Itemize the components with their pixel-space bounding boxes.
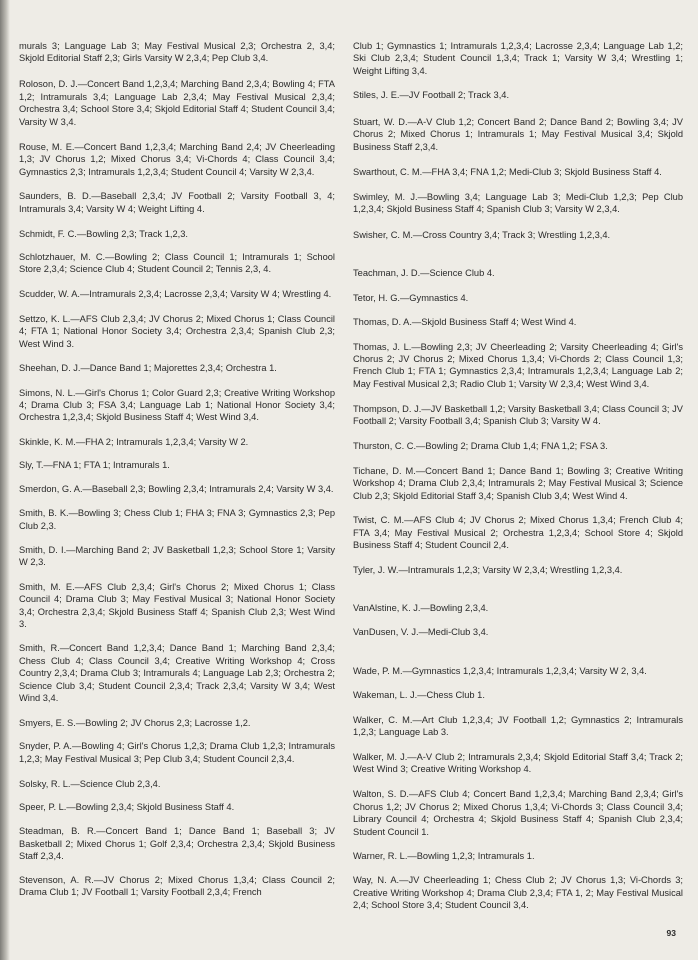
index-entry: Tyler, J. W.—Intramurals 1,2,3; Varsity W 2,3,4; Wrestling 1,2,3,4. bbox=[353, 564, 623, 575]
index-entry: Walton, S. D.—AFS Club 4; Concert Band 1,2,3,4; Marching Band 2,3,4; Girl's Chorus 1,2; JV Chorus 2; Mixed Chorus 1,3,4; Vi-Chords 3; Class Council 3,4; Library Council 4; Orchestra 4; Skjold Business Staff 4; Spanish Club 2,3,4; Student Council 1. bbox=[353, 789, 683, 837]
index-entry: VanAlstine, K. J.—Bowling 2,3,4. bbox=[353, 603, 489, 613]
page-number: 93 bbox=[666, 928, 676, 938]
index-entry: Twist, C. M.—AFS Club 4; JV Chorus 2; Mixed Chorus 1,3,4; French Club 4; FTA 3,4; May Festival Musical 2; Orchestra 1,2,3,4; School Store 4; Skjold Business Staff 4; Student Council 2,4. bbox=[353, 515, 683, 550]
index-entry: Solsky, R. L.—Science Club 2,3,4. bbox=[19, 778, 161, 789]
index-entry: Schmidt, F. C.—Bowling 2,3; Track 1,2,3. bbox=[19, 228, 188, 239]
index-entry: Simons, N. L.—Girl's Chorus 1; Color Guard 2,3; Creative Writing Workshop 4; Drama Club 3; FSA 3,4; Language Lab 1; National Honor Society 3,4; Orchestra 1,2,3,4; Skjold Business Staff 4; West Wind 3,4. bbox=[19, 387, 335, 423]
index-entry: Snyder, P. A.—Bowling 4; Girl's Chorus 1,2,3; Drama Club 1,2,3; Intramurals 1,2,3; May Festival Musical 3; Pep Club 3,4; Student Council 2,3,4. bbox=[19, 741, 335, 764]
index-entry: Swimley, M. J.—Bowling 3,4; Language Lab 3; Medi-Club 1,2,3; Pep Club 1,2,3,4; Skjold Business Staff 4; Spanish Club 3; Varsity W 2,3,4. bbox=[353, 191, 683, 214]
index-entry: Wade, P. M.—Gymnastics 1,2,3,4; Intramurals 1,2,3,4; Varsity W 2, 3,4. bbox=[353, 665, 647, 676]
index-entry: Steadman, B. R.—Concert Band 1; Dance Band 1; Baseball 3; JV Basketball 2; Mixed Chorus 1; Golf 2,3,4; Orchestra 2,3,4; Skjold Business Staff 2,3,4. bbox=[19, 826, 335, 862]
index-entry: murals 3; Language Lab 3; May Festival Musical 2,3; Orchestra 2, 3,4; Skjold Editorial Staff 2,3; Girls Varsity W 2,3,4; Pep Club 3,4. bbox=[19, 41, 335, 64]
index-entry: Smith, M. E.—AFS Club 2,3,4; Girl's Chorus 2; Mixed Chorus 1; Class Council 4; Drama Club 3; May Festival Musical 3; National Honor Society 3,4; Orchestra 2,3,4; Skjold Business Staff 4; Spanish Club 2,3; West Wind 3. bbox=[19, 582, 335, 630]
index-entry: Settzo, K. L.—AFS Club 2,3,4; JV Chorus 2; Mixed Chorus 1; Class Council 4; FTA 1; National Honor Society 3,4; Orchestra 2,3,4; Spanish Club 2,3; West Wind 3. bbox=[19, 313, 335, 349]
index-entry: Stiles, J. E.—JV Football 2; Track 3,4. bbox=[353, 90, 510, 101]
index-entry: Scudder, W. A.—Intramurals 2,3,4; Lacrosse 2,3,4; Varsity W 4; Wrestling 4. bbox=[19, 289, 332, 300]
page-binding-shadow bbox=[0, 0, 10, 960]
index-entry: Rouse, M. E.—Concert Band 1,2,3,4; Marching Band 2,4; JV Cheerleading 1,3; JV Chorus 1,2; Mixed Chorus 3,4; Vi-Chords 4; Class Council 3,4; Gymnastics 2,3; Intramurals 1,2,3,4; Student Council 4; Varsity W 2,3,4. bbox=[19, 141, 335, 177]
index-entry: Way, N. A.—JV Cheerleading 1; Chess Club 2; JV Chorus 1,3; Vi-Chords 3; Creative Writing Workshop 4; Drama Club 2,3,4; FTA 1, 2; May Festival Musical 2,4; School Store 3,4; Student Council 3,4. bbox=[353, 875, 683, 910]
index-entry: Swarthout, C. M.—FHA 3,4; FNA 1,2; Medi-Club 3; Skjold Business Staff 4. bbox=[353, 167, 662, 178]
index-entry: Walker, C. M.—Art Club 1,2,3,4; JV Football 1,2; Gymnastics 2; Intramurals 1,2,3; Language Lab 3. bbox=[353, 714, 683, 737]
index-entry: Thompson, D. J.—JV Basketball 1,2; Varsity Basketball 3,4; Class Council 3; JV Football 2; Varsity Football 3,4; Spanish Club 3; Varsity W 4. bbox=[353, 404, 683, 427]
index-entry: Smith, B. K.—Bowling 3; Chess Club 1; FHA 3; FNA 3; Gymnastics 2,3; Pep Club 2,3. bbox=[19, 508, 335, 531]
index-entry: Roloson, D. J.—Concert Band 1,2,3,4; Marching Band 2,3,4; Bowling 4; FTA 1,2; Intramurals 3,4; Language Lab 2,3,4; May Festival Musical 2,3,4; Orchestra 3,4; School Store 3,4; Skjold Editorial Staff 4; Student Council 3,4; Varsity W 3,4. bbox=[19, 79, 335, 127]
index-entry: Wakeman, L. J.—Chess Club 1. bbox=[353, 690, 485, 701]
index-entry: Smith, R.—Concert Band 1,2,3,4; Dance Band 1; Marching Band 2,3,4; Chess Club 4; Class Council 3,4; Creative Writing Workshop 4; Cross Country 2,3,4; Drama Club 3; Intramurals 4; Language Lab 2,3; Orchestra 2; Science Club 3,4; Student Council 2,3,4; Track 2,3,4; Varsity W 3,4; West Wind 3,4. bbox=[19, 643, 335, 704]
index-entry: VanDusen, V. J.—Medi-Club 3,4. bbox=[353, 627, 489, 638]
index-entry: Skinkle, K. M.—FHA 2; Intramurals 1,2,3,4; Varsity W 2. bbox=[19, 437, 249, 447]
index-entry: Swisher, C. M.—Cross Country 3,4; Track 3; Wrestling 1,2,3,4. bbox=[353, 230, 611, 240]
index-entry: Saunders, B. D.—Baseball 2,3,4; JV Football 2; Varsity Football 3, 4; Intramurals 3,4; Varsity W 4; Weight Lifting 4. bbox=[19, 191, 335, 214]
index-entry: Thurston, C. C.—Bowling 2; Drama Club 1,4; FNA 1,2; FSA 3. bbox=[353, 441, 608, 452]
index-entry: Speer, P. L.—Bowling 2,3,4; Skjold Business Staff 4. bbox=[19, 802, 235, 812]
index-entry: Thomas, D. A.—Skjold Business Staff 4; West Wind 4. bbox=[353, 317, 577, 328]
index-entry: Tetor, H. G.—Gymnastics 4. bbox=[353, 292, 469, 303]
index-entry: Smyers, E. S.—Bowling 2; JV Chorus 2,3; Lacrosse 1,2. bbox=[19, 717, 251, 728]
index-entry: Stuart, W. D.—A-V Club 1,2; Concert Band 2; Dance Band 2; Bowling 3,4; JV Chorus 2; Mixed Chorus 1; Intramurals 1; May Festival Musical 3,4; Skjold Business Staff 2,3,4. bbox=[353, 116, 683, 152]
index-entry: Club 1; Gymnastics 1; Intramurals 1,2,3,4; Lacrosse 2,3,4; Language Lab 1,2; Ski Club 2,3,4; Student Council 1,3,4; Track 1; Varsity W 3,4; Wrestling 1; Weight Lifting 3,4. bbox=[353, 41, 683, 76]
index-entry: Sheehan, D. J.—Dance Band 1; Majorettes 2,3,4; Orchestra 1. bbox=[19, 363, 277, 374]
index-entry: Smith, D. I.—Marching Band 2; JV Basketball 1,2,3; School Store 1; Varsity W 2,3. bbox=[19, 544, 335, 567]
index-entry: Stevenson, A. R.—JV Chorus 2; Mixed Chorus 1,3,4; Class Council 2; Drama Club 1; JV Football 1; Varsity Football 2,3,4; French bbox=[19, 874, 335, 898]
index-entry: Tichane, D. M.—Concert Band 1; Dance Band 1; Bowling 3; Creative Writing Workshop 4; Drama Club 2,3,4; Intramurals 2; May Festival Musical 3; Science Club 2,3; Skjold Editorial Staff 3,4; Spanish Club 3,4; West Wind 4. bbox=[353, 465, 683, 501]
index-entry: Walker, M. J.—A-V Club 2; Intramurals 2,3,4; Skjold Editorial Staff 3,4; Track 2; West Wind 3; Creative Writing Workshop 4. bbox=[353, 752, 683, 775]
index-entry: Sly, T.—FNA 1; FTA 1; Intramurals 1. bbox=[19, 460, 170, 471]
index-entry: Thomas, J. L.—Bowling 2,3; JV Cheerleading 2; Varsity Cheerleading 4; Girl's Chorus 2; JV Chorus 2; Mixed Chorus 1,3,4; Vi-Chords 2; Class Council 1,3; French Club 1; FTA 1; Gymnastics 2,3,4; Intramurals 1,2,3,4; Language Lab 2; May Festival Musical 2,3; Radio Club 1; Varsity W 2,3,4; West Wind 3,4. bbox=[353, 341, 683, 389]
index-entry: Teachman, J. D.—Science Club 4. bbox=[353, 268, 495, 279]
index-entry: Warner, R. L.—Bowling 1,2,3; Intramurals 1. bbox=[353, 850, 535, 861]
index-entry: Smerdon, G. A.—Baseball 2,3; Bowling 2,3,4; Intramurals 2,4; Varsity W 3,4. bbox=[19, 483, 334, 494]
index-entry: Schlotzhauer, M. C.—Bowling 2; Class Council 1; Intramurals 1; School Store 2,3,4; Science Club 4; Student Council 2; Tennis 2,3, 4. bbox=[19, 252, 335, 275]
